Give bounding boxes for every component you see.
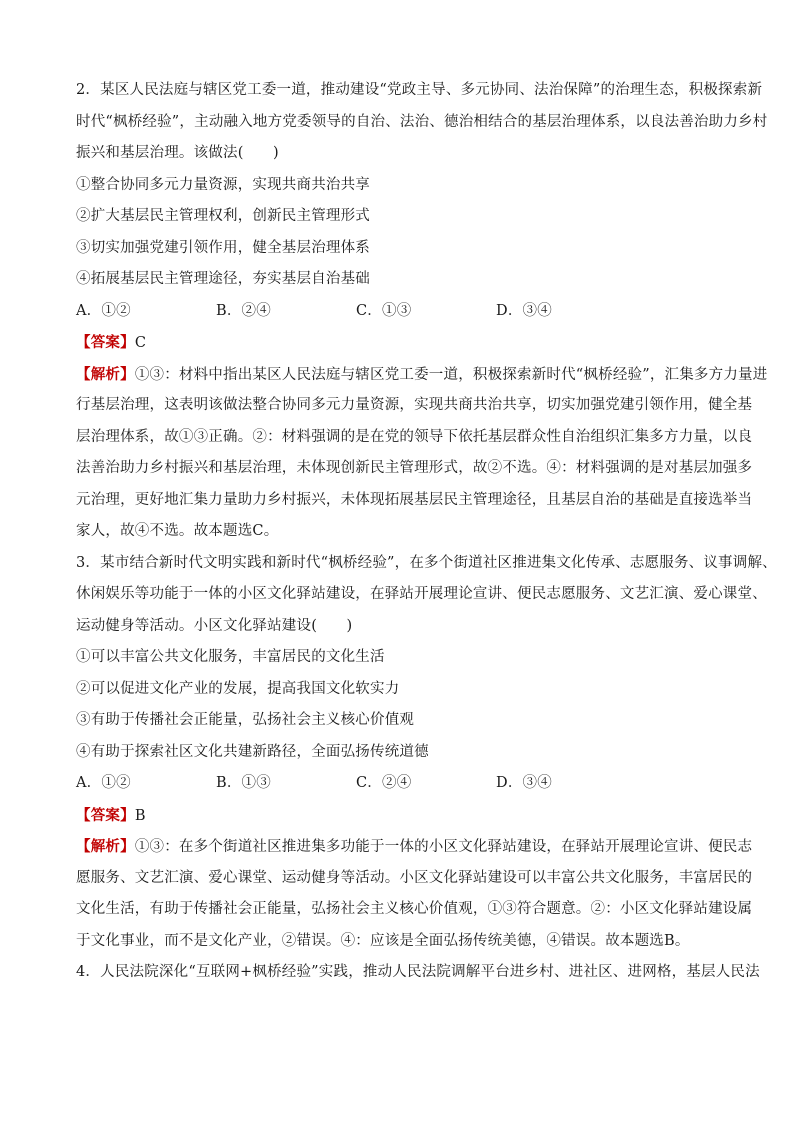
choice-b: B．①③ <box>216 775 271 791</box>
question-stem-line: 休闲娱乐等功能于一体的小区文化驿站建设，在驿站开展理论宣讲、便民志愿服务、文艺汇演、爱心课堂、 <box>76 586 767 602</box>
explanation-line: 元治理，更好地汇集力量助力乡村振兴，未体现拓展基层民主管理途径，且基层自治的基础是直接选举当 <box>76 491 753 508</box>
answer-value: B <box>134 807 146 824</box>
explanation-line <box>76 831 753 863</box>
question-2 <box>76 75 768 548</box>
answer-choices <box>76 296 736 328</box>
option-item: ③有助于传播社会正能量，弘扬社会主义核心价值观 <box>76 712 415 728</box>
document-page <box>76 82 777 989</box>
explanation-text: ①③：材料中指出某区人民法庭与辖区党工委一道，积极探索新时代“枫桥经验”，汇集多方力量进 <box>134 366 768 383</box>
explanation-line <box>76 359 768 391</box>
answer-value: C <box>134 335 147 351</box>
choice-a: A．①② <box>76 775 131 791</box>
answer-line <box>76 327 736 359</box>
explanation-text: ①③：在多个街道社区推进集多功能于一体的小区文化驿站建设，在驿站开展理论宣讲、便民志 <box>134 839 753 855</box>
explanation-label: 【解析】 <box>76 365 135 383</box>
question-stem-line: 3．某市结合新时代文明实践和新时代“枫桥经验”，在多个街道社区推进集文化传承、志愿服务、议事调解、 <box>76 554 777 571</box>
question-3 <box>76 548 777 958</box>
answer-label: 【答案】 <box>76 806 135 824</box>
explanation-line: 愿服务、文艺汇演、爱心课堂、运动健身等活动。小区文化驿站建设可以丰富公共文化服务，丰富居民的 <box>76 869 753 886</box>
choice-b: B．②④ <box>216 302 271 319</box>
question-stem-line: 时代“枫桥经验”，主动融入地方党委领导的自治、法治、德治相结合的基层治理体系，以良法善治助力乡村 <box>76 113 768 130</box>
explanation-line: 层治理体系，故①③正确。②：材料强调的是在党的领导下依托基层群众性自治组织汇集多方力量，以良 <box>76 428 753 445</box>
explanation-line: 家人，故④不选。故本题选C。 <box>76 523 279 539</box>
option-item: ①整合协同多元力量资源，实现共商共治共享 <box>76 176 370 193</box>
option-item: ③切实加强党建引领作用，健全基层治理体系 <box>76 239 370 256</box>
answer-choices <box>76 768 736 800</box>
question-4-stem: 4．人民法院深化“互联网+枫桥经验”实践，推动人民法院调解平台进乡村、进社区、进网格，基层人民法 <box>76 964 760 980</box>
choice-d: D．③④ <box>496 775 552 791</box>
explanation-line: 于文化事业，而不是文化产业，②错误。④：应该是全面弘扬传统美德，④错误。故本题选B。 <box>76 932 690 949</box>
explanation-line: 文化生活，有助于传播社会正能量，弘扬社会主义核心价值观，①③符合题意。②：小区文化驿站建设属 <box>76 901 753 917</box>
answer-label: 【答案】 <box>76 334 135 351</box>
option-item: ②扩大基层民主管理权利，创新民主管理形式 <box>76 208 370 224</box>
question-stem-line: 2．某区人民法庭与辖区党工委一道，推动建设“党政主导、多元协同、法治保障”的治理生态，积极探索新 <box>76 82 763 98</box>
option-item: ②可以促进文化产业的发展，提高我国文化软实力 <box>76 680 400 697</box>
explanation-line: 法善治助力乡村振兴和基层治理，未体现创新民主管理形式，故②不选。④：材料强调的是对基层加强多 <box>76 460 753 476</box>
choice-c: C．①③ <box>356 302 412 319</box>
explanation-label: 【解析】 <box>76 838 135 855</box>
choice-c: C．②④ <box>356 775 412 791</box>
question-stem-line: 振兴和基层治理。该做法( ) <box>76 145 279 161</box>
choice-d: D．③④ <box>496 302 552 319</box>
question-stem-line: 运动健身等活动。小区文化驿站建设( ) <box>76 617 353 634</box>
option-item: ④拓展基层民主管理途径，夯实基层自治基础 <box>76 271 370 287</box>
option-item: ①可以丰富公共文化服务，丰富居民的文化生活 <box>76 649 385 665</box>
choice-a: A．①② <box>76 302 131 319</box>
option-item: ④有助于探索社区文化共建新路径，全面弘扬传统道德 <box>76 743 429 760</box>
explanation-line: 行基层治理，这表明该做法整合协同多元力量资源，实现共商共治共享，切实加强党建引领作用，健全基 <box>76 397 753 413</box>
answer-line <box>76 800 736 832</box>
